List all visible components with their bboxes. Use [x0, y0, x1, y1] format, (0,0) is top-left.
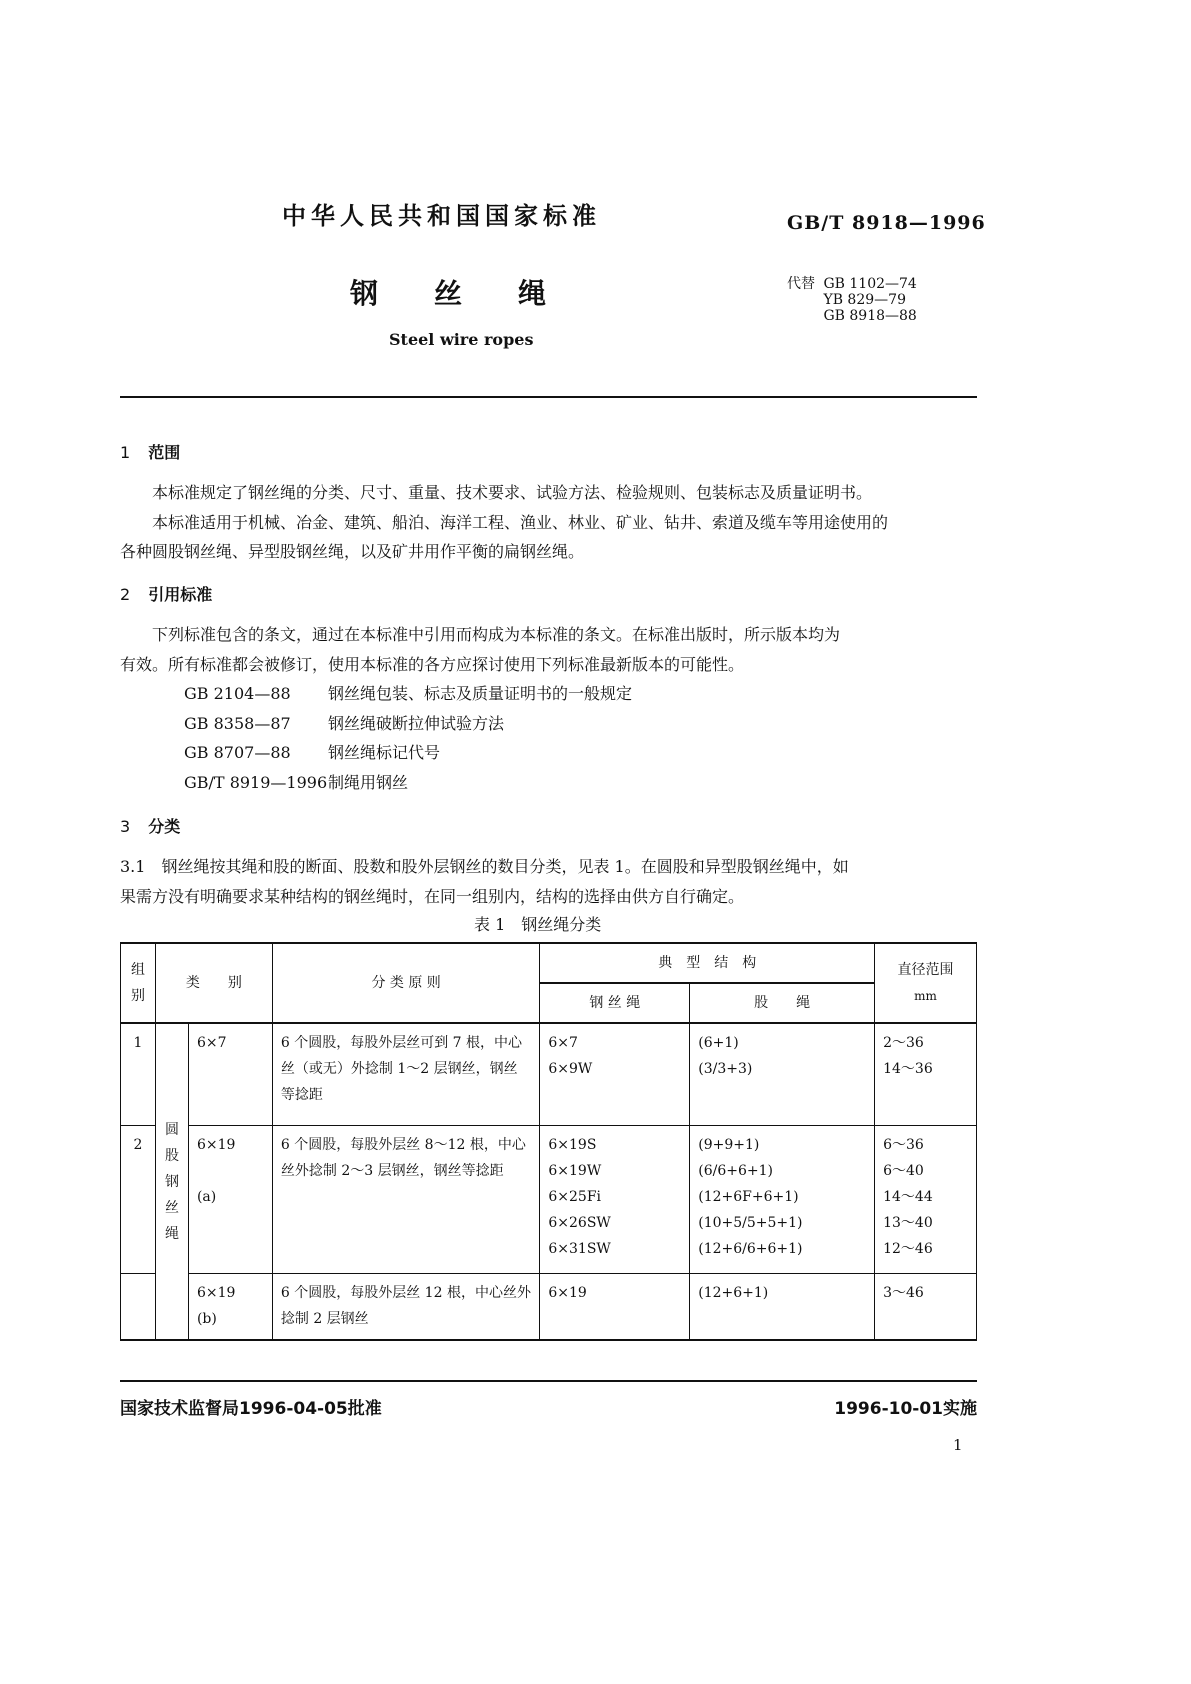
reference-item: GB 8707—88 钢丝绳标记代号 [184, 743, 441, 762]
section-1-body: 本标准规定了钢丝绳的分类、尺寸、重量、技术要求、试验方法、检验规则、包装标志及质量证明书。 本标准适用于机械、冶金、建筑、船泊、海洋工程、渔业、林业、矿业、钻井、索道及缆车等用途使用的 各种圆股钢丝绳、异型股钢丝绳，以及矿井用作平衡的扁钢丝绳。 [120, 483, 889, 561]
replaces-block: 代替 GB 1102—74 YB 829—79 GB 8918—88 [787, 276, 917, 324]
table-row: 2 6×19 (a) 6 个圆股，每股外层丝 8～12 根，中心丝外捻制 2～3 层钢丝，钢丝等捻距 6×19S 6×19W 6×25Fi 6×26SW 6×31SW (9+9+1) (6/6+6+1) (12+6F+6+1) (10+5/5+5+1) (12+6/6+6+1) 6～36 6～40 14～44 13～40 12～46 [121, 1125, 977, 1273]
table-row: 1 圆 股 钢 丝 绳 6×7 6 个圆股，每股外层丝可到 7 根，中心丝（或无）外捻制 1～2 层钢丝，钢丝等捻距 6×7 6×9W (6+1) (3/3+3) 2～36 14～36 [121, 1023, 977, 1125]
footer-divider [120, 1380, 977, 1382]
section-2-body: 下列标准包含的条文，通过在本标准中引用而构成为本标准的条文。在标准出版时，所示版本均为 有效。所有标准都会被修订，使用本标准的各方应探讨使用下列标准最新版本的可能性。 GB 2104—88 钢丝绳包装、标志及质量证明书的一般规定 GB 8358—87 钢丝绳破断拉伸试验方法 GB 8707—88 钢丝绳标记代号 GB/T 8919—1996制绳用钢丝 [120, 620, 977, 797]
reference-item: GB 2104—88 钢丝绳包装、标志及质量证明书的一般规定 [184, 684, 633, 703]
section-1-heading: 1 范围 [120, 443, 181, 462]
title-en: Steel wire ropes [389, 330, 534, 349]
standard-code: GB/T 8918—1996 [787, 212, 986, 234]
effective-date: 1996-10-01实施 [834, 1399, 977, 1419]
section-3-body: 3.1 钢丝绳按其绳和股的断面、股数和股外层钢丝的数目分类，见表 1。在圆股和异型股钢丝绳中，如 果需方没有明确要求某种结构的钢丝绳时，在同一组别内，结构的选择由供方自行确定。 [120, 857, 849, 906]
section-3-heading: 3 分类 [120, 817, 181, 836]
header-divider [120, 396, 977, 398]
reference-item: GB 8358—87 钢丝绳破断拉伸试验方法 [184, 713, 505, 733]
table-caption: 表 1 钢丝绳分类 [474, 915, 602, 934]
title-cn: 钢 丝 绳 [350, 277, 547, 310]
table-row: 6×19 (b) 6 个圆股，每股外层丝 12 根，中心丝外捻制 2 层钢丝 6×19 (12+6+1) 3～46 [121, 1273, 977, 1340]
section-2-heading: 2 引用标准 [120, 585, 213, 604]
reference-item: GB/T 8919—1996制绳用钢丝 [184, 772, 409, 792]
country-standard-title: 中华人民共和国国家标准 [282, 202, 601, 230]
approval-date: 国家技术监督局1996-04-05批准 [120, 1399, 382, 1419]
classification-table: 组 别 类 别 分 类 原 则 典 型 结 构 直径范围 mm 钢 丝 绳 股 绳 1 圆 股 钢 丝 绳 6×7 6 个圆股，每股外层丝可到 7 根，中心丝（或无）外捻制 1～2 层钢丝，钢丝等捻距 6×7 6×9W (6+1) (3/3+3) 2～36 14～36 2 6×19 (a) 6 个圆股，每股外层丝 8～12 根，中心丝外捻制 2～3 层钢丝，钢丝等捻距 6×19S 6×19W 6×25Fi 6×26SW 6×31SW (9+9+1) (6/6+6+1) (12+6F+6+1) (10+5/5+5+1) (12+6/6+6+1) 6～36 6～40 14～44 13～40 12～46 6×19 (b) 6 个圆股，每股外层丝 12 根，中心丝外捻制 2 层钢丝 6×19 (12+6+1) 3～46 [120, 942, 977, 1341]
page-number: 1 [953, 1436, 963, 1454]
